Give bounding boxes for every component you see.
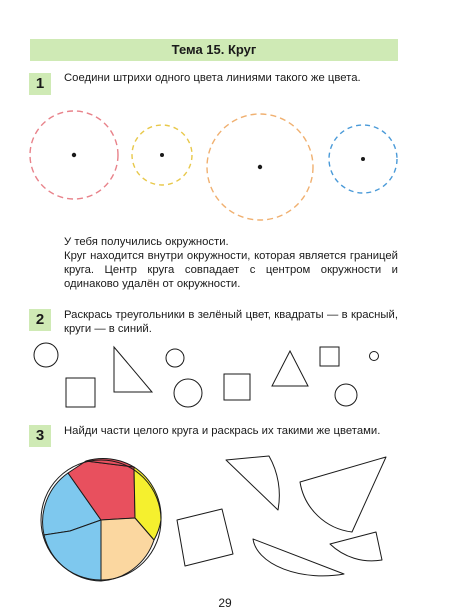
piece-sector (330, 532, 382, 561)
explanation-line: У тебя получились окружности. (64, 236, 229, 248)
shape-circle (166, 349, 184, 367)
task-3-number: 3 (29, 425, 51, 447)
page-number: 29 (218, 596, 232, 610)
shape-circle (335, 384, 357, 406)
shape-circle (370, 352, 379, 361)
shape-square (66, 378, 95, 407)
shape-triangle (272, 351, 308, 386)
shape-circle (174, 379, 202, 407)
coloured-circle (41, 458, 161, 581)
piece-square (177, 509, 233, 566)
task-2-number: 2 (29, 309, 51, 331)
shape-square (224, 374, 250, 400)
circle-center-dot (258, 165, 262, 169)
circle-center-dot (160, 153, 164, 157)
circle-center-dot (361, 157, 365, 161)
task-1-instruction: Соедини штрихи одного цвета линиями такого же цвета. (64, 72, 361, 84)
piece-sector (300, 457, 386, 532)
shape-square (320, 347, 339, 366)
shape-circle (34, 343, 58, 367)
piece-sector (226, 456, 279, 510)
shape-triangle (114, 347, 152, 392)
task-1-number: 1 (29, 73, 51, 95)
task-3-instruction: Найди части целого круга и раскрась их такими же цветами. (64, 425, 381, 437)
task-2-instruction: Раскрась треугольники в зелёный цвет, квадраты — в красный, круги — в синий. (64, 309, 398, 335)
task-1-explanation (64, 235, 398, 291)
explanation-line: Круг находится внутри окружности, которая является границей круга. Центр круга совпадает с центром окружности и одинаково удалён от окружности. (64, 250, 398, 290)
circle-center-dot (72, 153, 76, 157)
topic-title: Тема 15. Круг (171, 42, 257, 57)
